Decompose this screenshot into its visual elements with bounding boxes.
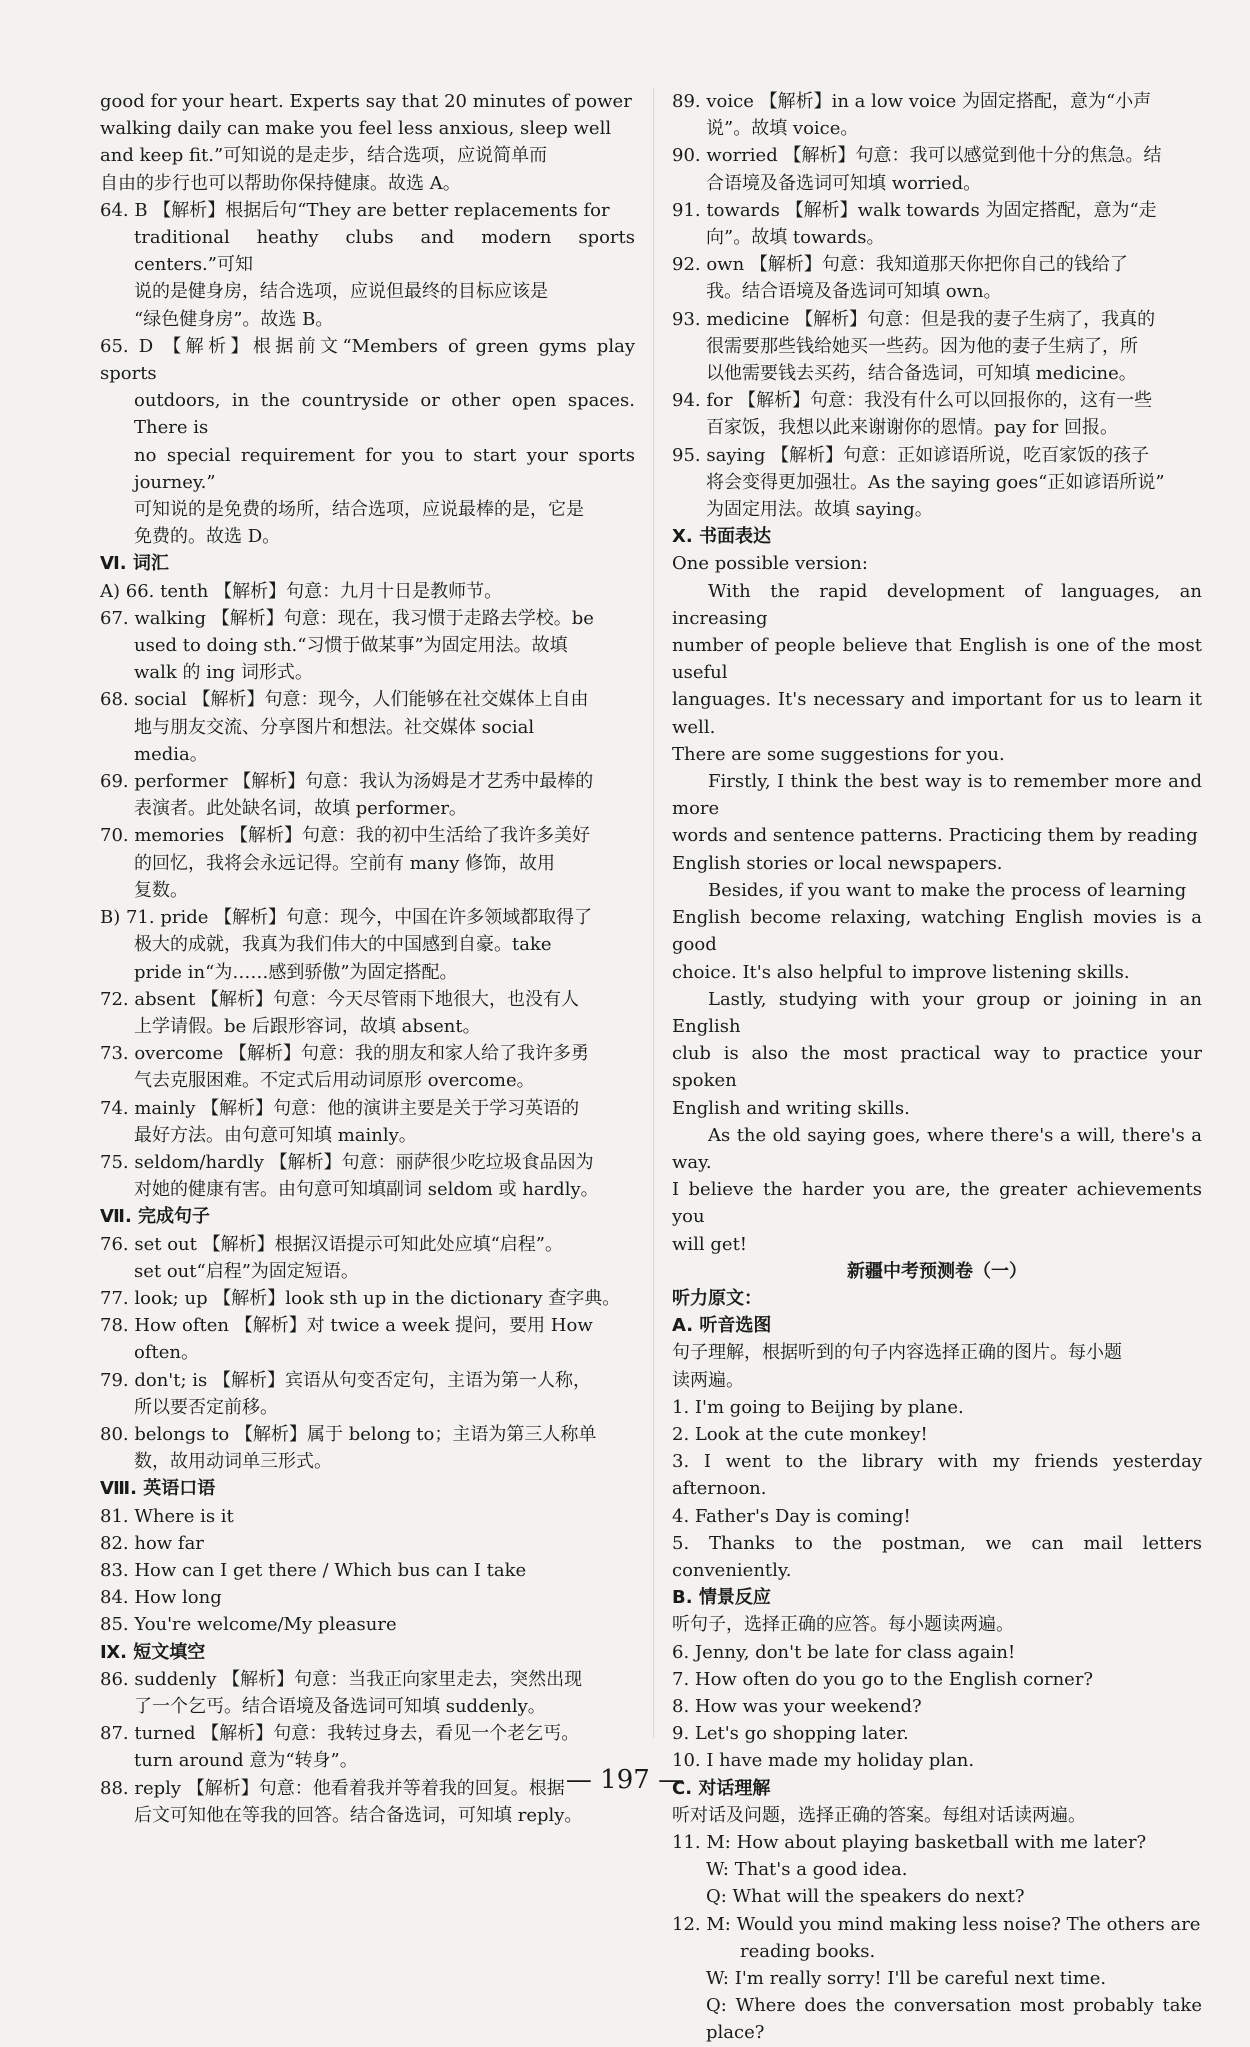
- section-heading: Ⅸ. 短文填空: [100, 1641, 206, 1663]
- answer-item: 67. walking 【解析】句意：现在，我习惯于走路去学校。be: [100, 607, 594, 629]
- answer-item: 82. how far: [100, 1532, 204, 1554]
- text-line: and keep fit.”可知说的是走步，结合选项，应说简单而: [100, 145, 548, 167]
- answer-item: 86. suddenly 【解析】句意：当我正向家里走去，突然出现: [100, 1668, 583, 1690]
- page-number: — 197 —: [565, 1765, 685, 1795]
- text-line: walk 的 ing 词形式。: [134, 662, 313, 684]
- dialogue-line: 12. M: Would you mind making less noise? The others are: [672, 1913, 1201, 1935]
- text-line: 百家饭，我想以此来谢谢你的恩情。pay for 回报。: [706, 417, 1118, 439]
- essay-line: Besides, if you want to make the process of learning: [708, 879, 1187, 901]
- essay-line: As the old saying goes, where there's a will, there's a way.: [672, 1124, 1202, 1173]
- text-line: 说的是健身房，结合选项，应说但最终的目标应该是: [134, 281, 548, 303]
- text-line: 的回忆，我将会永远记得。空前有 many 修饰，故用: [134, 852, 556, 874]
- text-line: pride in“为……感到骄傲”为固定搭配。: [134, 961, 458, 983]
- text-line: 很需要那些钱给她买一些药。因为他的妻子生病了，所: [706, 335, 1138, 357]
- answer-item: 81. Where is it: [100, 1505, 234, 1527]
- essay-line: Firstly, I think the best way is to remember more and more: [672, 771, 1202, 820]
- answer-item: 92. own 【解析】句意：我知道那天你把你自己的钱给了: [672, 254, 1128, 276]
- text-line: 气去克服困难。不定式后用动词原形 overcome。: [134, 1070, 535, 1092]
- instruction-line: 听句子，选择正确的应答。每小题读两遍。: [672, 1614, 1014, 1636]
- instruction-line: 听对话及问题，选择正确的答案。每组对话读两遍。: [672, 1804, 1086, 1826]
- section-heading: 听力原文：: [672, 1287, 762, 1309]
- answer-item: 90. worried 【解析】句意：我可以感觉到他十分的焦急。结: [672, 145, 1162, 167]
- answer-item: 75. seldom/hardly 【解析】句意：丽萨很少吃垃圾食品因为: [100, 1151, 594, 1173]
- answer-item: 73. overcome 【解析】句意：我的朋友和家人给了我许多勇: [100, 1043, 589, 1065]
- text-line: 地与朋友交流、分享图片和想法。社交媒体 social: [134, 716, 535, 738]
- section-heading: Ⅹ. 书面表达: [672, 526, 771, 548]
- answer-item: 95. saying 【解析】句意：正如谚语所说，吃百家饭的孩子: [672, 444, 1150, 466]
- text-line: often。: [134, 1342, 199, 1364]
- section-heading: Ⅵ. 词汇: [100, 553, 169, 575]
- answer-item: 77. look; up 【解析】look sth up in the dictionary 查字典。: [100, 1287, 621, 1309]
- answer-item: 64. B 【解析】根据后句“They are better replacements for: [100, 199, 610, 221]
- essay-line: Lastly, studying with your group or joining in an English: [672, 988, 1202, 1037]
- text-line: 自由的步行也可以帮助你保持健康。故选 A。: [100, 172, 461, 194]
- answer-item: 93. medicine 【解析】句意：但是我的妻子生病了，我真的: [672, 308, 1156, 330]
- text-line: 表演者。此处缺名词，故填 performer。: [134, 798, 467, 820]
- essay-line: I believe the harder you are, the greater achievements you: [672, 1179, 1202, 1228]
- subsection-heading: A. 听音选图: [672, 1315, 772, 1337]
- text-line: 说”。故填 voice。: [706, 118, 859, 140]
- text-line: 为固定用法。故填 saying。: [706, 499, 933, 521]
- answer-item: 74. mainly 【解析】句意：他的演讲主要是关于学习英语的: [100, 1097, 580, 1119]
- essay-line: club is also the most practical way to practice your spoken: [672, 1043, 1202, 1092]
- essay-line: English and writing skills.: [672, 1097, 910, 1119]
- essay-line: choice. It's also helpful to improve listening skills.: [672, 961, 1130, 983]
- listening-item: 6. Jenny, don't be late for class again!: [672, 1641, 1016, 1663]
- answer-item: B) 71. pride 【解析】句意：现今，中国在许多领域都取得了: [100, 907, 593, 929]
- listening-item: 7. How often do you go to the English corner?: [672, 1668, 1094, 1690]
- text-line: 后文可知他在等我的回答。结合备选词，可知填 reply。: [134, 1804, 583, 1826]
- text-line: 最好方法。由句意可知填 mainly。: [134, 1124, 417, 1146]
- text-line: 数，故用动词单三形式。: [134, 1451, 332, 1473]
- answer-item: 70. memories 【解析】句意：我的初中生活给了我许多美好: [100, 825, 590, 847]
- listening-item: 4. Father's Day is coming!: [672, 1505, 911, 1527]
- answer-item: 69. performer 【解析】句意：我认为汤姆是才艺秀中最棒的: [100, 771, 594, 793]
- subsection-heading: C. 对话理解: [672, 1777, 771, 1799]
- right-column: [672, 88, 1202, 2047]
- text-line: 上学请假。be 后跟形容词，故填 absent。: [134, 1015, 481, 1037]
- text-line: 我。结合语境及备选词可知填 own。: [706, 281, 1002, 303]
- text-line: 复数。: [134, 879, 188, 901]
- text-line: 了一个乞丐。结合语境及备选词可知填 suddenly。: [134, 1695, 546, 1717]
- essay-label: One possible version:: [672, 553, 868, 575]
- text-line: 以他需要钱去买药，结合备选词，可知填 medicine。: [706, 363, 1137, 385]
- essay-line: English become relaxing, watching English movies is a good: [672, 907, 1202, 956]
- listening-item: 2. Look at the cute monkey!: [672, 1423, 928, 1445]
- answer-item: 78. How often 【解析】对 twice a week 提问，要用 How: [100, 1315, 593, 1337]
- answer-item: A) 66. tenth 【解析】句意：九月十日是教师节。: [100, 580, 503, 602]
- dialogue-line: 11. M: How about playing basketball with me later?: [672, 1832, 1147, 1853]
- answer-item: 65. D 【解析】根据前文“Members of green gyms play sports: [100, 335, 635, 385]
- listening-item: 9. Let's go shopping later.: [672, 1723, 909, 1745]
- listening-item: 3. I went to the library with my friends yesterday afternoon.: [672, 1451, 1202, 1500]
- answer-item: 79. don't; is 【解析】宾语从句变否定句，主语为第一人称，: [100, 1369, 591, 1391]
- answer-item: 89. voice 【解析】in a low voice 为固定搭配，意为“小声: [672, 91, 1152, 112]
- listening-item: 1. I'm going to Beijing by plane.: [672, 1396, 964, 1418]
- dialogue-line: reading books.: [740, 1940, 876, 1962]
- answer-item: 84. How long: [100, 1587, 222, 1609]
- text-line: walking daily can make you feel less anxious, sleep well: [100, 118, 612, 140]
- essay-line: English stories or local newspapers.: [672, 852, 1003, 874]
- answer-item: 94. for 【解析】句意：我没有什么可以回报你的，这有一些: [672, 390, 1153, 412]
- dialogue-line: Q: Where does the conversation most probably take place?: [706, 1995, 1202, 2044]
- section-heading: Ⅶ. 完成句子: [100, 1206, 211, 1228]
- text-line: 所以要否定前移。: [134, 1396, 278, 1418]
- text-line: “绿色健身房”。故选 B。: [134, 308, 334, 330]
- left-column: [100, 88, 635, 1829]
- text-line: no special requirement for you to start your sports journey.”: [134, 444, 635, 493]
- text-line: traditional heathy clubs and modern sports centers.”可知: [134, 227, 635, 276]
- text-line: 向”。故填 towards。: [706, 227, 885, 249]
- section-heading: Ⅷ. 英语口语: [100, 1478, 216, 1500]
- listening-item: 8. How was your weekend?: [672, 1695, 922, 1717]
- essay-line: languages. It's necessary and important for us to learn it well.: [672, 689, 1202, 738]
- text-line: 合语境及备选词可知填 worried。: [706, 172, 982, 194]
- text-line: turn around 意为“转身”。: [134, 1750, 358, 1772]
- essay-line: will get!: [672, 1233, 748, 1255]
- essay-line: With the rapid development of languages, an increasing: [672, 580, 1202, 629]
- essay-line: There are some suggestions for you.: [672, 743, 1005, 765]
- exam-title: 新疆中考预测卷（一）: [847, 1260, 1027, 1282]
- text-line: good for your heart. Experts say that 20 minutes of power: [100, 91, 632, 112]
- text-line: 极大的成就，我真为我们伟大的中国感到自豪。take: [134, 934, 552, 956]
- answer-item: 91. towards 【解析】walk towards 为固定搭配，意为“走: [672, 199, 1157, 221]
- text-line: 免费的。故选 D。: [134, 526, 281, 548]
- answer-item: 87. turned 【解析】句意：我转过身去，看见一个老乞丐。: [100, 1723, 580, 1745]
- text-line: set out“启程”为固定短语。: [134, 1260, 359, 1282]
- text-line: used to doing sth.“习惯于做某事”为固定用法。故填: [134, 635, 568, 657]
- essay-line: number of people believe that English is one of the most useful: [672, 635, 1202, 684]
- text-line: outdoors, in the countryside or other open spaces. There is: [134, 390, 635, 439]
- answer-item: 80. belongs to 【解析】属于 belong to；主语为第三人称单: [100, 1423, 597, 1445]
- instruction-line: 读两遍。: [672, 1369, 744, 1391]
- text-line: media。: [134, 743, 208, 765]
- answer-item: 72. absent 【解析】句意：今天尽管雨下地很大，也没有人: [100, 988, 580, 1010]
- subsection-heading: B. 情景反应: [672, 1587, 771, 1609]
- essay-line: words and sentence patterns. Practicing them by reading: [672, 825, 1198, 847]
- answer-item: 85. You're welcome/My pleasure: [100, 1614, 397, 1636]
- instruction-line: 句子理解，根据听到的句子内容选择正确的图片。每小题: [672, 1342, 1122, 1364]
- answer-item: 76. set out 【解析】根据汉语提示可知此处应填“启程”。: [100, 1233, 563, 1255]
- text-line: 可知说的是免费的场所，结合选项，应说最棒的是，它是: [134, 499, 584, 521]
- listening-item: 10. I have made my holiday plan.: [672, 1750, 975, 1772]
- dialogue-line: Q: What will the speakers do next?: [706, 1886, 1025, 1908]
- dialogue-line: W: That's a good idea.: [706, 1859, 908, 1881]
- answer-item: 68. social 【解析】句意：现今，人们能够在社交媒体上自由: [100, 689, 589, 711]
- dialogue-line: W: I'm really sorry! I'll be careful next time.: [706, 1968, 1107, 1990]
- listening-item: 5. Thanks to the postman, we can mail letters conveniently.: [672, 1532, 1202, 1581]
- answer-item: 88. reply 【解析】句意：他看着我并等着我的回复。根据: [100, 1777, 565, 1799]
- answer-item: 83. How can I get there / Which bus can I take: [100, 1559, 527, 1581]
- text-line: 对她的健康有害。由句意可知填副词 seldom 或 hardly。: [134, 1179, 599, 1201]
- column-divider: [653, 88, 654, 1738]
- text-line: 将会变得更加强壮。As the saying goes“正如谚语所说”: [706, 471, 1165, 493]
